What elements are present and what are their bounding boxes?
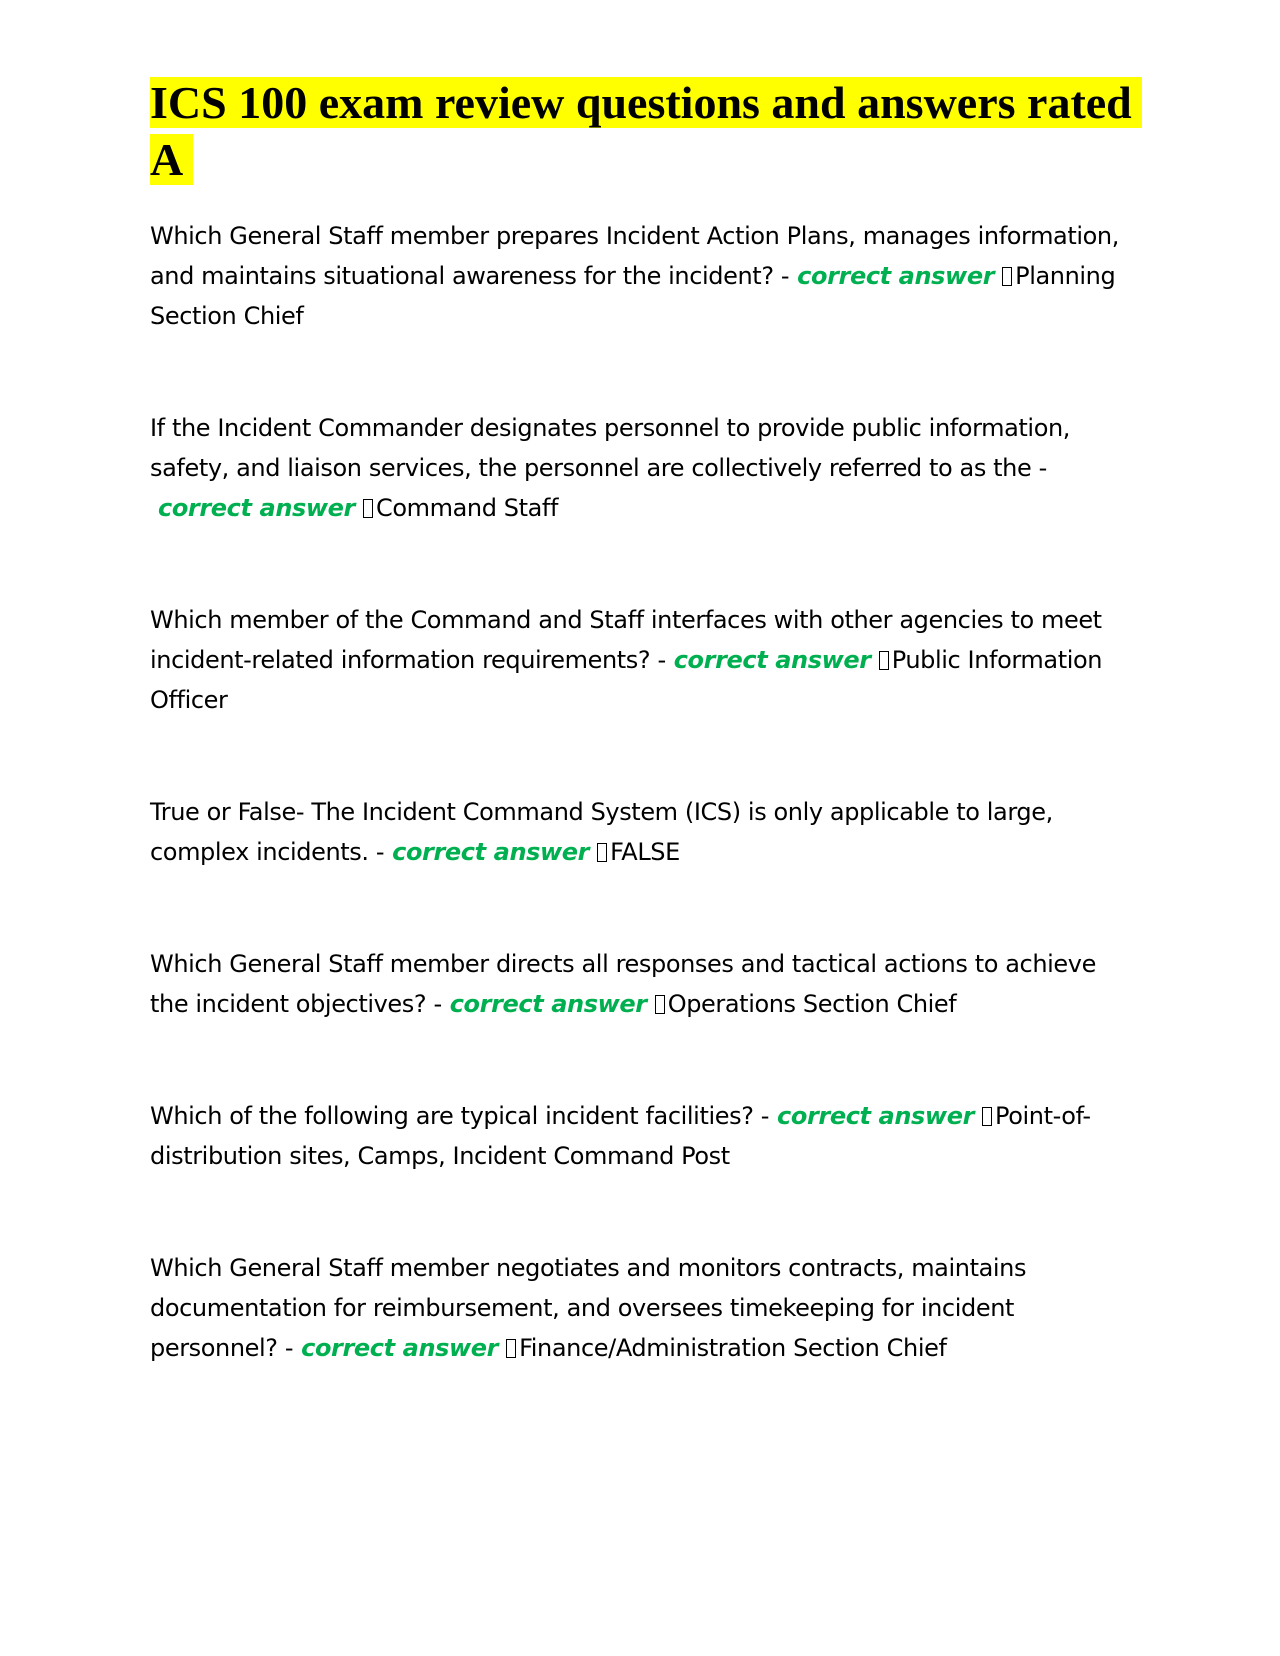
missing-glyph-icon — [506, 1339, 516, 1358]
qa-item — [150, 792, 1135, 872]
answer-text: FALSE — [610, 838, 680, 866]
title-highlight: ICS 100 exam review questions and answers rated A — [150, 77, 1142, 185]
answer-text: Command Staff — [375, 494, 559, 522]
question-text: Which General Staff member prepares Incident Action Plans, manages information, and maintains situational awareness for the incident? - — [150, 222, 1119, 290]
question-text: Which General Staff member negotiates and monitors contracts, maintains documentation for reimbursement, and oversees timekeeping for incident personnel? - — [150, 1254, 1027, 1362]
missing-glyph-icon — [655, 995, 665, 1014]
answer-text: Planning Section Chief — [150, 262, 1116, 330]
question-text: True or False- The Incident Command System (ICS) is only applicable to large, complex incidents. - — [150, 798, 1053, 866]
answer-label: correct answer — [797, 262, 995, 290]
qa-item — [150, 1096, 1135, 1176]
answer-label: correct answer — [158, 494, 355, 522]
answer-text: Operations Section Chief — [667, 990, 957, 1018]
answer-label: correct answer — [301, 1334, 499, 1362]
missing-glyph-icon — [1002, 267, 1012, 286]
qa-item — [150, 600, 1135, 720]
missing-glyph-icon — [982, 1107, 992, 1126]
missing-glyph-icon — [363, 499, 373, 518]
answer-label: correct answer — [449, 990, 647, 1018]
qa-item — [150, 216, 1135, 336]
question-text: Which of the following are typical incident facilities? - — [150, 1102, 770, 1130]
document-title — [150, 74, 1135, 188]
qa-item — [150, 1248, 1135, 1368]
question-text: Which General Staff member directs all responses and tactical actions to achieve the incident objectives? - — [150, 950, 1096, 1018]
answer-label: correct answer — [392, 838, 590, 866]
question-text: If the Incident Commander designates personnel to provide public information, safety, and liaison services, the personnel are collectively referred to as the - — [150, 414, 1071, 482]
missing-glyph-icon — [879, 651, 889, 670]
answer-label: correct answer — [777, 1102, 975, 1130]
answer-label: correct answer — [673, 646, 871, 674]
document-page — [150, 74, 1135, 1440]
question-text: Which member of the Command and Staff interfaces with other agencies to meet incident-related information requirements? - — [150, 606, 1102, 674]
answer-text: Finance/Administration Section Chief — [519, 1334, 947, 1362]
answer-text: Point-of-distribution sites, Camps, Incident Command Post — [150, 1102, 1091, 1170]
answer-text: Public Information Officer — [150, 646, 1103, 714]
qa-item — [150, 408, 1135, 528]
missing-glyph-icon — [597, 843, 607, 862]
qa-item — [150, 944, 1135, 1024]
